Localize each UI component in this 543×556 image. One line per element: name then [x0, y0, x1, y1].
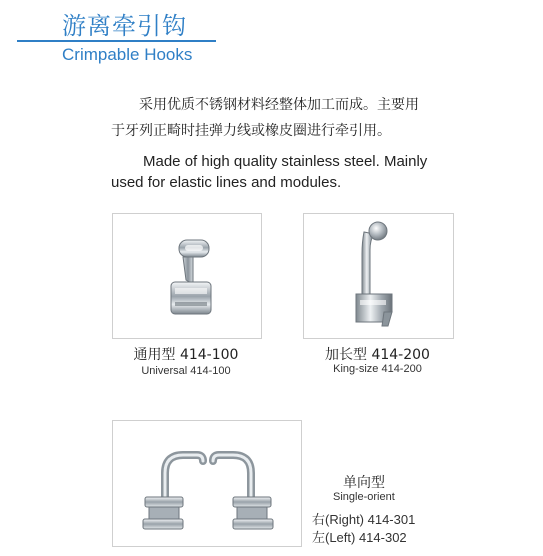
product-name-en-single-orient: Single-orient — [333, 491, 395, 503]
product-image-single-orient — [112, 420, 302, 547]
universal-hook-icon — [113, 214, 261, 338]
product-name-cn-king-size: 加长型 414-200 — [325, 347, 430, 363]
description-cn-line-1: 采用优质不锈钢材料经整体加工而成。主要用 — [139, 97, 419, 113]
product-image-king-size — [303, 213, 454, 339]
product-name-en-universal: Universal 414-100 — [141, 365, 231, 377]
description-en-line-1: Made of high quality stainless steel. Mainly — [143, 153, 428, 170]
product-image-universal — [112, 213, 262, 339]
king-size-hook-icon — [304, 214, 453, 338]
page-subtitle: Crimpable Hooks — [62, 45, 193, 64]
product-name-en-king-size: King-size 414-200 — [333, 363, 422, 375]
product-name-cn-single-orient: 单向型 — [343, 475, 385, 491]
description-en-line-2: used for elastic lines and modules. — [111, 174, 342, 191]
single-orient-hook-icon — [113, 421, 301, 546]
product-code-left: 左(Left) 414-302 — [312, 530, 407, 545]
title-divider — [17, 40, 216, 42]
page-title: 游离牵引钩 — [62, 12, 187, 40]
product-name-cn-universal: 通用型 414-100 — [133, 347, 239, 363]
product-code-right: 右(Right) 414-301 — [312, 512, 416, 527]
description-cn-line-2: 于牙列正畸时挂弹力线或橡皮圈进行牵引用。 — [111, 123, 391, 139]
